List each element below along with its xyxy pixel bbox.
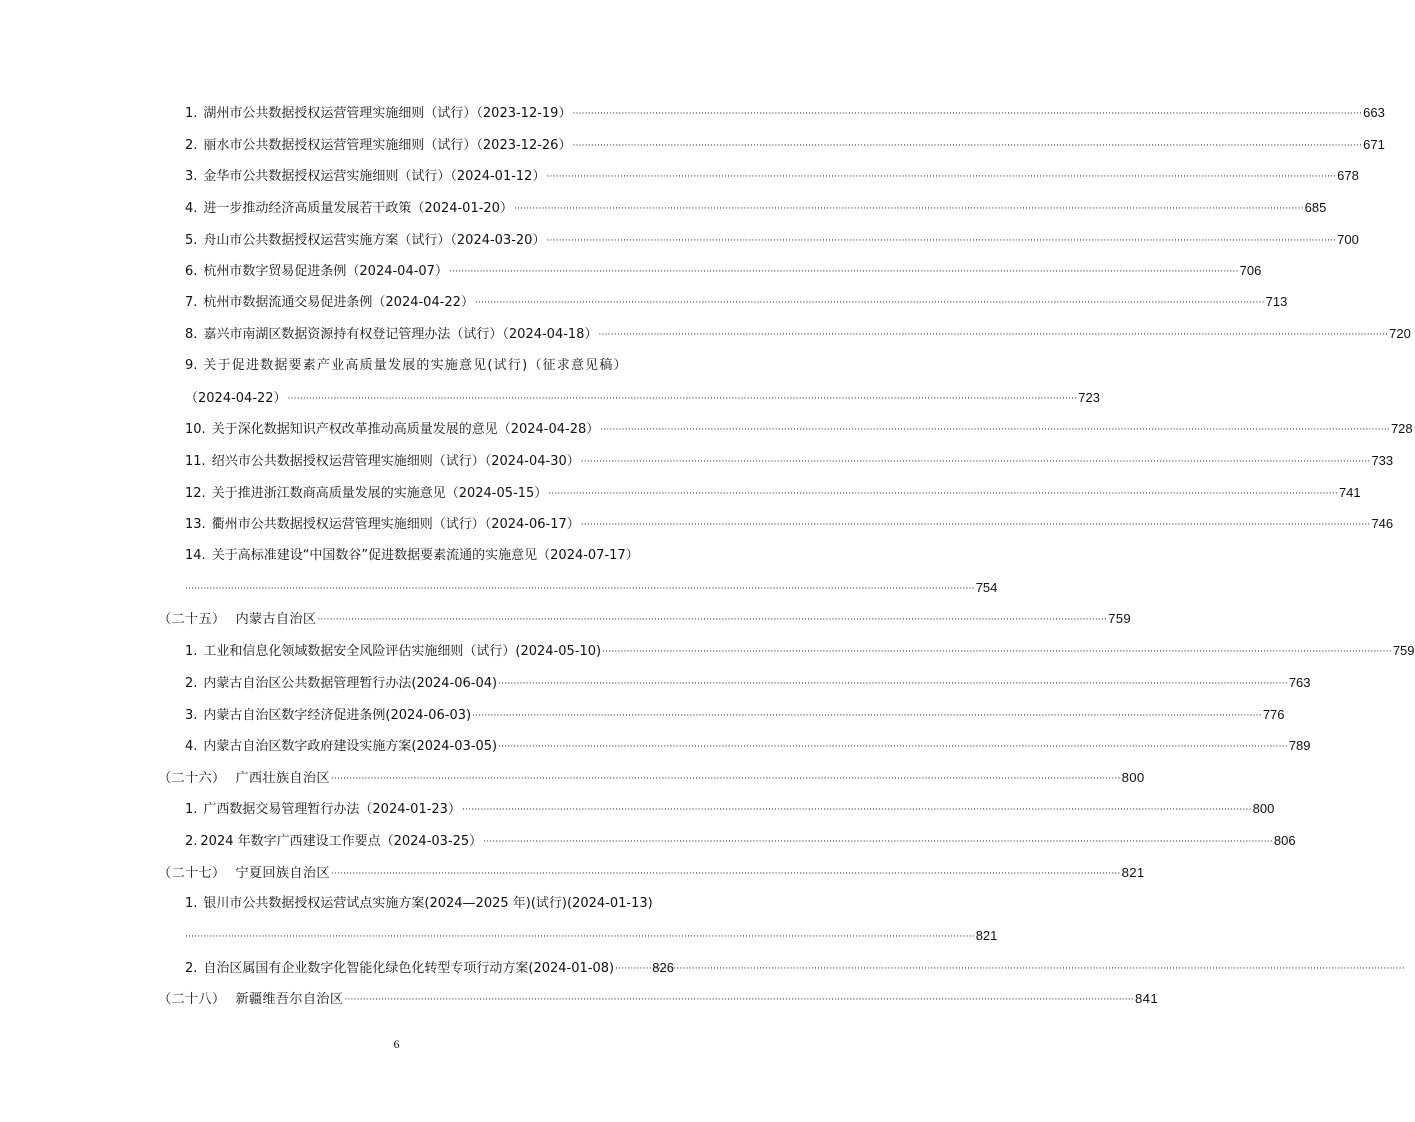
toc-entry-title: 关于深化数据知识产权改革推动高质量发展的意见（2024-04-28） <box>211 422 600 437</box>
toc-entry-page: 759 <box>1392 643 1415 658</box>
toc-entry[interactable] <box>185 892 674 916</box>
toc-entry-page: 826 <box>652 960 674 975</box>
toc-entry-title: 工业和信息化领域数据安全风险评估实施细则（试行）(2024-05-10) <box>203 644 602 659</box>
toc-entry-page: 671 <box>1363 137 1385 152</box>
toc-entry-title: 金华市公共数据授权运营实施细则（试行）（2024-01-12） <box>203 169 546 184</box>
toc-entry-title: 湖州市公共数据授权运营管理实施细则（试行）（2023-12-19） <box>203 106 572 121</box>
toc-entry-title: 2024 年数字广西建设工作要点（2024-03-25） <box>200 834 483 849</box>
toc-entry-page: 741 <box>1338 485 1361 500</box>
toc-leader-dots <box>475 291 1265 315</box>
toc-entry-number: 9. <box>185 358 198 373</box>
toc-entry-title: 内蒙古自治区数字政府建设实施方案(2024-03-05) <box>203 739 498 754</box>
toc-leader-dots <box>615 957 651 981</box>
toc-section-number: （二十八） <box>158 992 226 1007</box>
toc-leader-dots <box>581 450 1371 474</box>
toc-entry-number: 1. <box>185 644 198 659</box>
toc-leader-dots <box>317 608 1107 632</box>
toc-entry-page: 720 <box>1389 326 1411 341</box>
toc-section[interactable] <box>158 861 1145 885</box>
toc-section-title: 新疆维吾尔自治区 <box>235 992 344 1007</box>
toc-entry-number: 3. <box>185 169 198 184</box>
toc-entry-number: 14. <box>185 548 206 563</box>
toc-entry-title: 丽水市公共数据授权运营管理实施细则（试行）（2023-12-26） <box>203 138 572 153</box>
toc-entry-number: 2. <box>185 676 198 691</box>
toc-entry-title: 衢州市公共数据授权运营管理实施细则（试行）（2024-06-17） <box>211 517 580 532</box>
toc-leader-dots <box>483 830 1273 854</box>
toc-entry-title: 杭州市数据流通交易促进条例（2024-04-22） <box>203 295 474 310</box>
toc-leader-dots <box>548 482 1338 506</box>
toc-leader-dots <box>514 197 1304 221</box>
toc-section[interactable] <box>158 607 1131 631</box>
toc-leader-dots <box>498 735 1288 759</box>
toc-entry-title: 杭州市数字贸易促进条例（2024-04-07） <box>203 264 448 279</box>
toc-leader-dots <box>572 134 1362 158</box>
toc-entry-number: 2. <box>185 138 198 153</box>
toc-entry-title: 舟山市公共数据授权运营实施方案（试行）（2024-03-20） <box>203 233 546 248</box>
toc-entry[interactable] <box>185 797 1275 821</box>
toc-section-number: （二十七） <box>158 866 226 881</box>
toc-leader-dots <box>600 418 1390 442</box>
toc-entry[interactable] <box>185 417 1413 441</box>
toc-entry-title: 自治区属国有企业数字化智能化绿色化转型专项行动方案(2024-01-08) <box>203 961 615 976</box>
toc-leader-dots <box>344 988 1134 1012</box>
toc-entry[interactable] <box>185 101 1385 125</box>
toc-entry[interactable] <box>185 354 674 378</box>
toc-entry-page: 713 <box>1265 294 1288 309</box>
toc-entry[interactable] <box>185 703 1285 727</box>
toc-leader-dots <box>572 102 1362 126</box>
toc-leader-dots <box>288 387 1078 411</box>
toc-entry-page: 746 <box>1371 516 1394 531</box>
toc-leader-dots <box>331 862 1121 886</box>
toc-section-title: 广西壮族自治区 <box>235 771 330 786</box>
toc-entry-page: 706 <box>1239 263 1262 278</box>
toc-entry[interactable] <box>185 639 1415 663</box>
toc-entry-number: 1. <box>185 106 198 121</box>
toc-leader-dots <box>602 640 1392 664</box>
toc-entry-number: 7. <box>185 295 198 310</box>
toc-entry[interactable] <box>185 544 674 568</box>
toc-leader-dots <box>462 798 1252 822</box>
toc-entry-page: 806 <box>1273 833 1296 848</box>
toc-leader-dots <box>581 513 1371 537</box>
toc-entry-continuation[interactable] <box>185 924 998 948</box>
toc-entry-page: 776 <box>1262 707 1285 722</box>
toc-entry-page: 754 <box>975 580 998 595</box>
toc-leader-dots <box>185 925 975 949</box>
toc-entry[interactable] <box>185 829 1296 853</box>
toc-entry[interactable] <box>185 290 1288 314</box>
toc-section-number: （二十六） <box>158 771 226 786</box>
toc-leader-dots <box>598 323 1388 347</box>
toc-entry-number: 1. <box>185 896 198 911</box>
toc-entry[interactable] <box>185 734 1311 758</box>
toc-entry[interactable] <box>185 164 1359 188</box>
toc-entry-page: 759 <box>1108 611 1131 626</box>
toc-entry-title: 关于推进浙江数商高质量发展的实施意见（2024-05-15） <box>211 486 548 501</box>
toc-entry-page: 800 <box>1252 801 1275 816</box>
toc-entry-page: 685 <box>1304 200 1327 215</box>
toc-entry-number: 5. <box>185 233 198 248</box>
toc-entry-number: 11. <box>185 454 206 469</box>
page-number: 6 <box>393 1037 400 1051</box>
toc-entry-number: 2. <box>185 834 198 849</box>
toc-entry-page: 700 <box>1337 232 1359 247</box>
toc-entry-number: 8. <box>185 327 198 342</box>
toc-leader-dots <box>449 260 1239 284</box>
toc-leader-dots <box>331 767 1121 791</box>
toc-entry-number: 10. <box>185 422 206 437</box>
toc-leader-dots <box>546 229 1336 253</box>
toc-entry[interactable] <box>185 133 1385 157</box>
toc-entry-number: 12. <box>185 486 206 501</box>
toc-entry-number: 2. <box>185 961 198 976</box>
toc-entry-continuation[interactable] <box>185 386 1100 410</box>
toc-entry-title: 关于高标准建设“中国数谷”促进数据要素流通的实施意见（2024-07-17） <box>211 548 639 563</box>
toc-entry-title: 嘉兴市南湖区数据资源持有权登记管理办法（试行）（2024-04-18） <box>203 327 598 342</box>
toc-section-title: 宁夏回族自治区 <box>235 866 330 881</box>
toc-entry-page: 841 <box>1135 991 1158 1006</box>
toc-section-number: （二十五） <box>158 612 226 627</box>
toc-entry-title: 广西数据交易管理暂行办法（2024-01-23） <box>203 802 461 817</box>
toc-entry-title: 进一步推动经济高质量发展若干政策（2024-01-20） <box>203 201 513 216</box>
toc-entry[interactable] <box>185 671 1311 695</box>
toc-section-title: 内蒙古自治区 <box>235 612 317 627</box>
toc-entry[interactable] <box>185 196 1327 220</box>
toc-entry-page: 728 <box>1390 421 1413 436</box>
toc-entry-title: （2024-04-22） <box>185 391 287 406</box>
toc-entry-number: 6. <box>185 264 198 279</box>
toc-entry[interactable] <box>185 322 1411 346</box>
toc-entry-page: 763 <box>1288 675 1311 690</box>
toc-entry-title: 内蒙古自治区公共数据管理暂行办法(2024-06-04) <box>203 676 498 691</box>
toc-leader-dots <box>498 672 1288 696</box>
toc-entry[interactable] <box>185 449 1394 473</box>
toc-entry-page: 821 <box>1121 865 1145 880</box>
toc-entry-number: 4. <box>185 739 198 754</box>
toc-entry-title: 银川市公共数据授权运营试点实施方案(2024—2025 年)(试行)(2024-01-13) <box>203 896 653 911</box>
toc-entry-title: 关于促进数据要素产业高质量发展的实施意见(试行)（征求意见稿） <box>203 358 628 373</box>
toc-section[interactable] <box>158 766 1145 790</box>
toc-entry-number: 13. <box>185 517 206 532</box>
toc-entry-page: 723 <box>1078 390 1100 405</box>
toc-leader-dots <box>546 165 1336 189</box>
toc-entry-page: 789 <box>1288 738 1311 753</box>
toc-leader-dots <box>185 577 975 601</box>
toc-entry-page: 678 <box>1337 168 1359 183</box>
toc-entry[interactable] <box>185 228 1359 252</box>
toc-entry-page: 663 <box>1363 105 1385 120</box>
toc-entry[interactable] <box>185 259 1262 283</box>
toc-entry-number: 1. <box>185 802 198 817</box>
toc-entry[interactable] <box>185 481 1361 505</box>
toc-entry-title: 绍兴市公共数据授权运营管理实施细则（试行）（2024-04-30） <box>211 454 580 469</box>
toc-entry-title: 内蒙古自治区数字经济促进条例(2024-06-03) <box>203 708 472 723</box>
toc-leader-dots <box>472 704 1262 728</box>
toc-entry-number: 3. <box>185 708 198 723</box>
toc-entry-number: 4. <box>185 201 198 216</box>
toc-entry-page: 733 <box>1371 453 1394 468</box>
toc-entry-continuation[interactable] <box>185 576 998 600</box>
toc-section[interactable] <box>158 987 1158 1011</box>
toc-entry-page: 821 <box>975 928 998 943</box>
toc-entry[interactable] <box>185 956 674 980</box>
toc-entry[interactable] <box>185 512 1394 536</box>
toc-entry-page: 800 <box>1121 770 1145 785</box>
